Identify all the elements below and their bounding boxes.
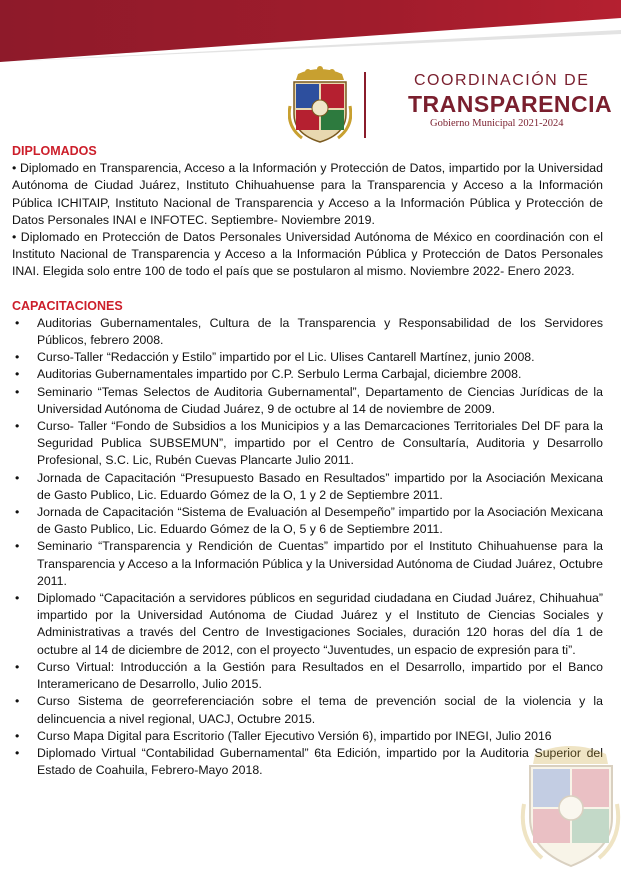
header-title-block — [374, 72, 614, 130]
header-gobierno: Gobierno Municipal 2021-2024 — [430, 118, 564, 129]
diplomados-title: DIPLOMADOS — [12, 144, 97, 158]
list-item: • Curso-Taller “Redacción y Estilo” impartido por el Lic. Ulises Cantarell Martínez, junio 2008. — [12, 349, 603, 366]
list-item: • Curso Virtual: Introducción a la Gestión para Resultados en el Desarrollo, impartido por el Banco Interamericano de Desarrollo, Julio 2015. — [15, 659, 603, 692]
list-item: • Seminario “Temas Selectos de Auditoria Gubernamental”, Departamento de Ciencias Jurídicas de la Universidad Autónoma de Ciudad Juárez, 9 de octubre al 14 de noviembre de 2009. — [15, 384, 603, 416]
diplomado-item: • Diplomado en Protección de Datos Personales Universidad Autónoma de México en coordinación con el Instituto Nacional de Transparencia y Acceso a la Información Pública y Protección de Datos Personales INAI. Elegida solo entre 100 de todo el país que se postularon al mismo. Noviembre 2022- Enero 2023. — [12, 230, 603, 279]
list-item: • Seminario “Transparencia y Rendición de Cuentas” impartido por el Instituto Chihuahuense para la Transparencia y Acceso a la Información Pública y la Universidad Autónoma de Ciudad Juárez, Octubre 2011. — [15, 539, 603, 588]
list-item: • Jornada de Capacitación “Presupuesto Basado en Resultados” impartido por la Asociación Mexicana de Gasto Publico, Lic. Eduardo Gómez de la O, 1 y 2 de Septiembre 2011. — [15, 470, 603, 502]
municipal-coat-of-arms-icon — [288, 66, 352, 144]
capacitaciones-list — [12, 315, 603, 779]
bullet-icon: • — [15, 384, 20, 399]
bullet-icon: • — [15, 659, 20, 674]
list-item: • Curso Mapa Digital para Escritorio (Taller Ejecutivo Versión 6), impartido por INEGI, Julio 2016 — [12, 728, 603, 745]
list-item: • Auditorias Gubernamentales, Cultura de la Transparencia y Responsabilidad de los Servidores Públicos, febrero 2008. — [15, 315, 603, 348]
bullet-icon: • — [15, 315, 20, 330]
bullet-icon: • — [15, 505, 20, 520]
document-body — [12, 143, 603, 779]
list-item: • Auditorias Gubernamentales impartido por C.P. Serbulo Lerma Carbajal, diciembre 2008. — [12, 366, 603, 383]
list-item: • Curso Sistema de georreferenciación sobre el tema de prevención social de la violencia y la delincuencia a nivel regional, UACJ, Octubre 2015. — [15, 694, 603, 726]
bullet-icon: • — [15, 728, 20, 743]
diplomado-item: • Diplomado en Transparencia, Acceso a la Información y Protección de Datos, impartido por la Universidad Autónoma de Ciudad Juárez, Instituto Chihuahuense para la Transparencia y Acceso a la Información Pública ICHITAIP, Instituto Nacional de Transparencia y Acceso a la Información Pública y Protección de Datos Personales INAI e INFOTEC. Septiembre- Noviembre 2019. — [12, 161, 603, 227]
list-item: • Diplomado Virtual “Contabilidad Gubernamental” 6ta Edición, impartido por la Auditoria Superior del Estado de Coahuila, Febrero-Mayo 2018. — [15, 745, 603, 778]
bullet-icon: • — [15, 694, 20, 709]
list-item: • Jornada de Capacitación “Sistema de Evaluación al Desempeño” impartido por la Asociación Mexicana de Gasto Publico, Lic. Eduardo Gómez de la O, 5 y 6 de Septiembre 2011. — [15, 505, 603, 537]
capacitaciones-title: CAPACITACIONES — [12, 298, 123, 313]
header-coordinacion: COORDINACIÓN DE — [414, 72, 590, 89]
bullet-icon: • — [15, 470, 20, 485]
bullet-icon: • — [15, 745, 20, 760]
list-item: • Diplomado “Capacitación a servidores públicos en seguridad ciudadana en Ciudad Juárez, Chihuahua” impartido por la Universidad Autónoma de Ciudad Juárez y el Instituto de Ciencias Sociales y Administrativas a través del Centro de Investigaciones Sociales, duración 120 horas del día 1 de octubre al 14 de diciembre de 2012, con el proyecto “Juventudes, un espacio de expresión para ti”. — [15, 591, 603, 657]
bullet-icon: • — [15, 419, 20, 434]
coat-of-arms-watermark-icon — [520, 740, 621, 870]
bullet-icon: • — [15, 591, 20, 606]
header-banner — [0, 0, 621, 62]
header-divider — [364, 72, 366, 138]
bullet-icon: • — [15, 350, 20, 365]
header-transparencia: TRANSPARENCIA — [408, 91, 613, 117]
bullet-icon: • — [15, 539, 20, 554]
bullet-icon: • — [15, 367, 20, 382]
list-item: • Curso- Taller “Fondo de Subsidios a los Municipios y a las Demarcaciones Territoriales Del DF para la Seguridad Publica SUBSEMUN”, impartido por el Centro de Consultaría, Auditoria y Desarrollo Profesional, S.C. Lic, Rubén Cuevas Plancarte Julio 2011. — [15, 419, 603, 468]
